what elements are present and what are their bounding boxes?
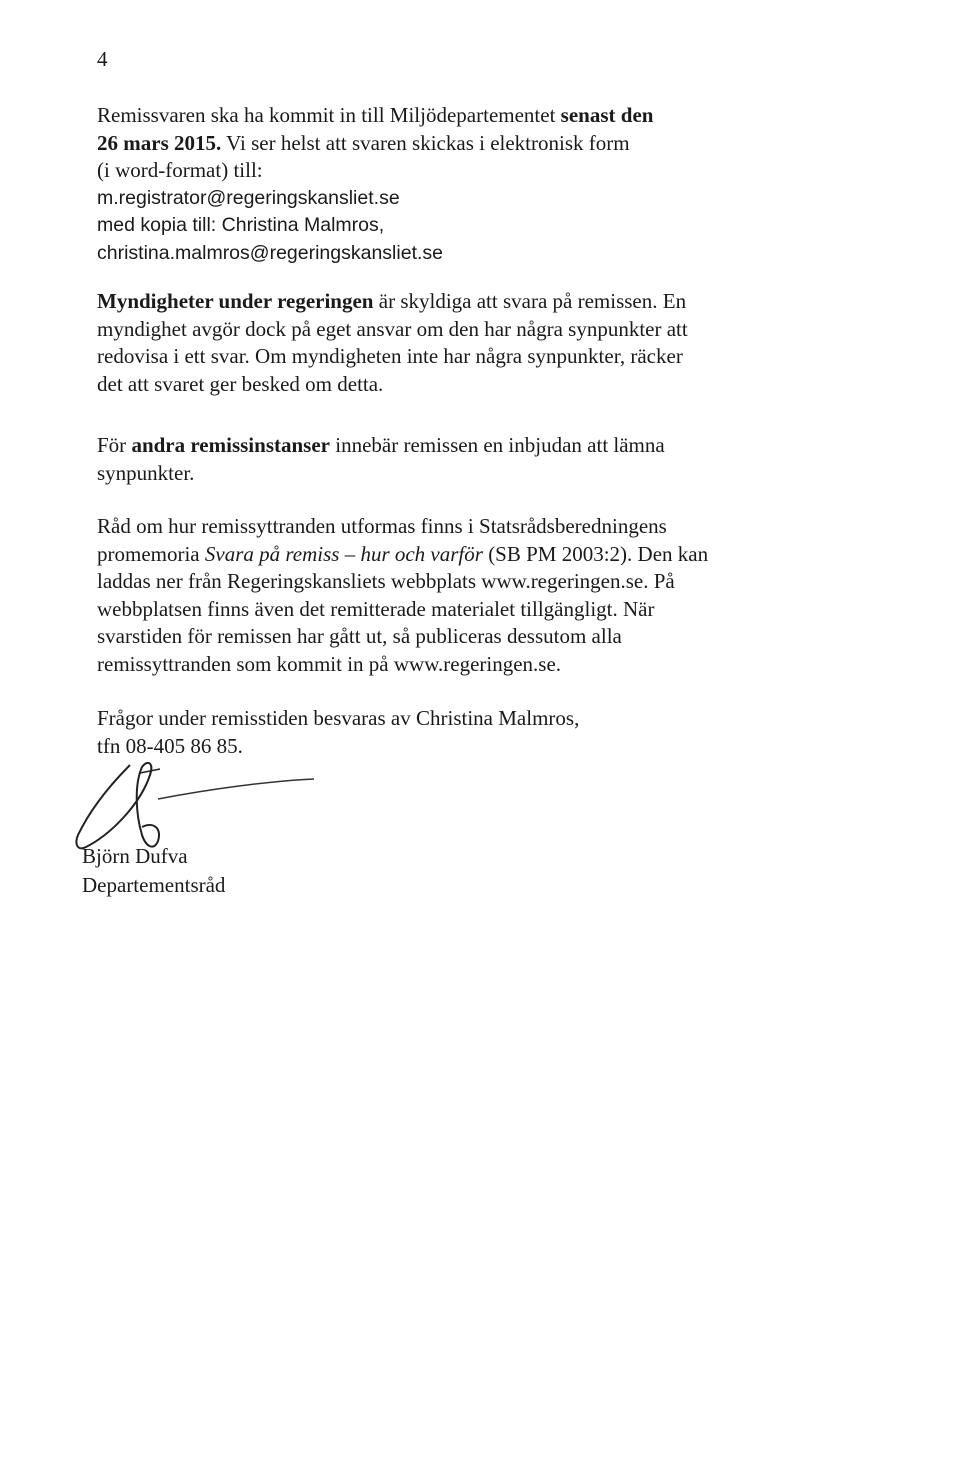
text-line: laddas ner från Regeringskansliets webbplats www.regeringen.se. På — [97, 569, 675, 593]
paragraph-guidance — [97, 513, 777, 678]
text-line: tfn 08-405 86 85. — [97, 733, 243, 758]
text-line: Råd om hur remissyttranden utformas finns i Statsrådsberedningens — [97, 514, 667, 538]
signatory-title: Departementsråd — [82, 873, 226, 897]
text-line: det att svaret ger besked om detta. — [97, 371, 384, 396]
contact-email: christina.malmros@regeringskansliet.se — [97, 241, 444, 264]
registrator-email: m.registrator@regeringskansliet.se — [97, 186, 400, 209]
text-line: svarstiden för remissen har gått ut, så publiceras dessutom alla — [97, 624, 622, 648]
text-line: webbplatsen finns även det remitterade materialet tillgängligt. När — [97, 596, 655, 621]
text-line: synpunkter. — [97, 460, 195, 485]
page-number: 4 — [97, 47, 108, 71]
text-line: (i word-format) till: — [97, 158, 263, 182]
paragraph-authorities — [97, 288, 777, 398]
signatory-name: Björn Dufva — [82, 844, 188, 868]
text-line: redovisa i ett svar. Om myndigheten inte har några synpunkter, räcker — [97, 344, 683, 368]
text-line: Remissvaren ska ha kommit in till Miljödepartementet senast den — [97, 103, 654, 127]
paragraph-submission-deadline — [97, 102, 777, 267]
text-line: 26 mars 2015. Vi ser helst att svaren skickas i elektronisk form — [97, 130, 630, 155]
paragraph-other-bodies — [97, 432, 777, 487]
text-line: Myndigheter under regeringen är skyldiga att svara på remissen. En — [97, 289, 687, 313]
text-line: med kopia till: Christina Malmros, — [97, 214, 385, 236]
text-line: promemoria Svara på remiss – hur och varför (SB PM 2003:2). Den kan — [97, 541, 709, 566]
signatory — [82, 842, 225, 900]
text-line: För andra remissinstanser innebär remissen en inbjudan att lämna — [97, 433, 665, 457]
text-line: remissyttranden som kommit in på www.regeringen.se. — [97, 651, 562, 676]
text-line: Frågor under remisstiden besvaras av Christina Malmros, — [97, 706, 580, 730]
paragraph-questions — [97, 705, 777, 760]
text-line: myndighet avgör dock på eget ansvar om den har några synpunkter att — [97, 316, 688, 341]
